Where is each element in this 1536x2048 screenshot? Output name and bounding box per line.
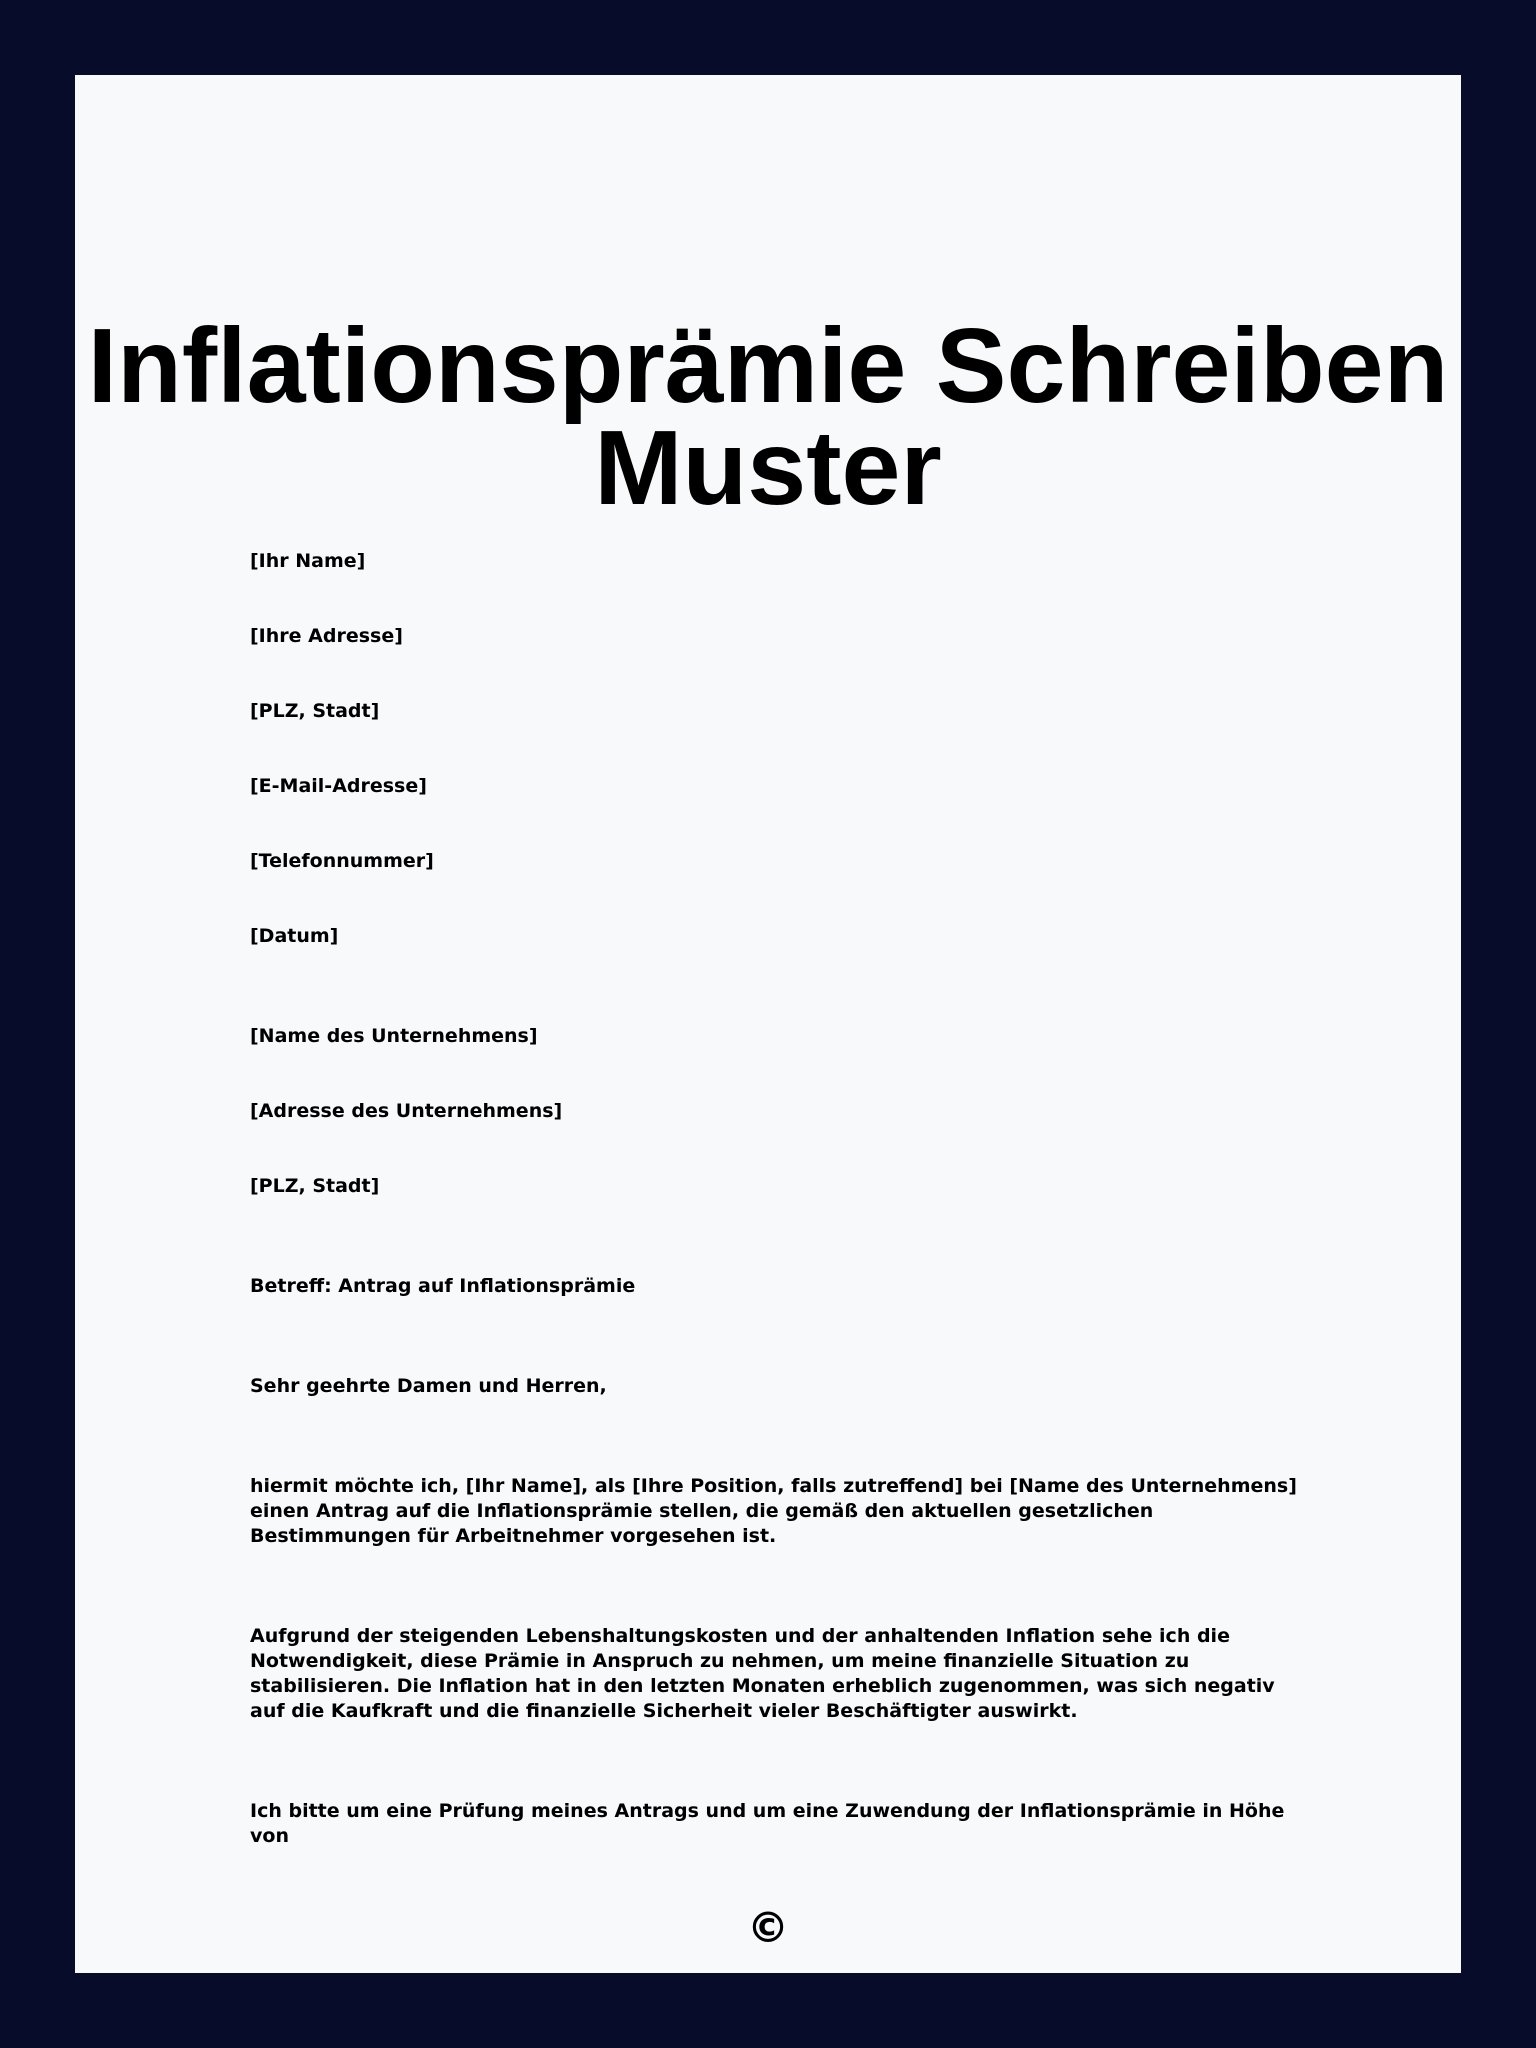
- sender-postal-city: [PLZ, Stadt]: [250, 700, 380, 722]
- recipient-company-name: [Name des Unternehmens]: [250, 1025, 538, 1047]
- recipient-postal-city: [PLZ, Stadt]: [250, 1175, 380, 1197]
- letter-salutation: Sehr geehrte Damen und Herren,: [250, 1375, 607, 1397]
- sender-phone: [Telefonnummer]: [250, 850, 434, 872]
- letter-date: [Datum]: [250, 925, 339, 947]
- sender-name: [Ihr Name]: [250, 550, 366, 572]
- document-title: Inflationsprämie Schreiben Muster: [87, 307, 1449, 527]
- body-paragraph: Ich bitte um eine Prüfung meines Antrags und um eine Zuwendung der Inflationsprämie in Höhe von: [250, 1800, 1285, 1847]
- sender-email: [E-Mail-Adresse]: [250, 775, 427, 797]
- document-page: [75, 75, 1461, 1973]
- body-paragraph: hiermit möchte ich, [Ihr Name], als [Ihre Position, falls zutreffend] bei [Name des Unternehmens] einen Antrag auf die Inflationsprämie stellen, die gemäß den aktuellen gesetzlichen Bestimmungen für Arbeitnehmer vorgesehen ist.: [250, 1475, 1297, 1547]
- copyright-icon: ©: [747, 1903, 789, 1952]
- sender-address: [Ihre Adresse]: [250, 625, 403, 647]
- recipient-company-address: [Adresse des Unternehmens]: [250, 1100, 563, 1122]
- letter-subject: Betreff: Antrag auf Inflationsprämie: [250, 1275, 636, 1297]
- body-paragraph: Aufgrund der steigenden Lebenshaltungskosten und der anhaltenden Inflation sehe ich die Notwendigkeit, diese Prämie in Anspruch zu nehmen, um meine finanzielle Situation zu stabilisieren. Die Inflation hat in den letzten Monaten erheblich zugenommen, was sich negativ auf die Kaufkraft und die finanzielle Sicherheit vieler Beschäftigter auswirkt.: [250, 1625, 1275, 1722]
